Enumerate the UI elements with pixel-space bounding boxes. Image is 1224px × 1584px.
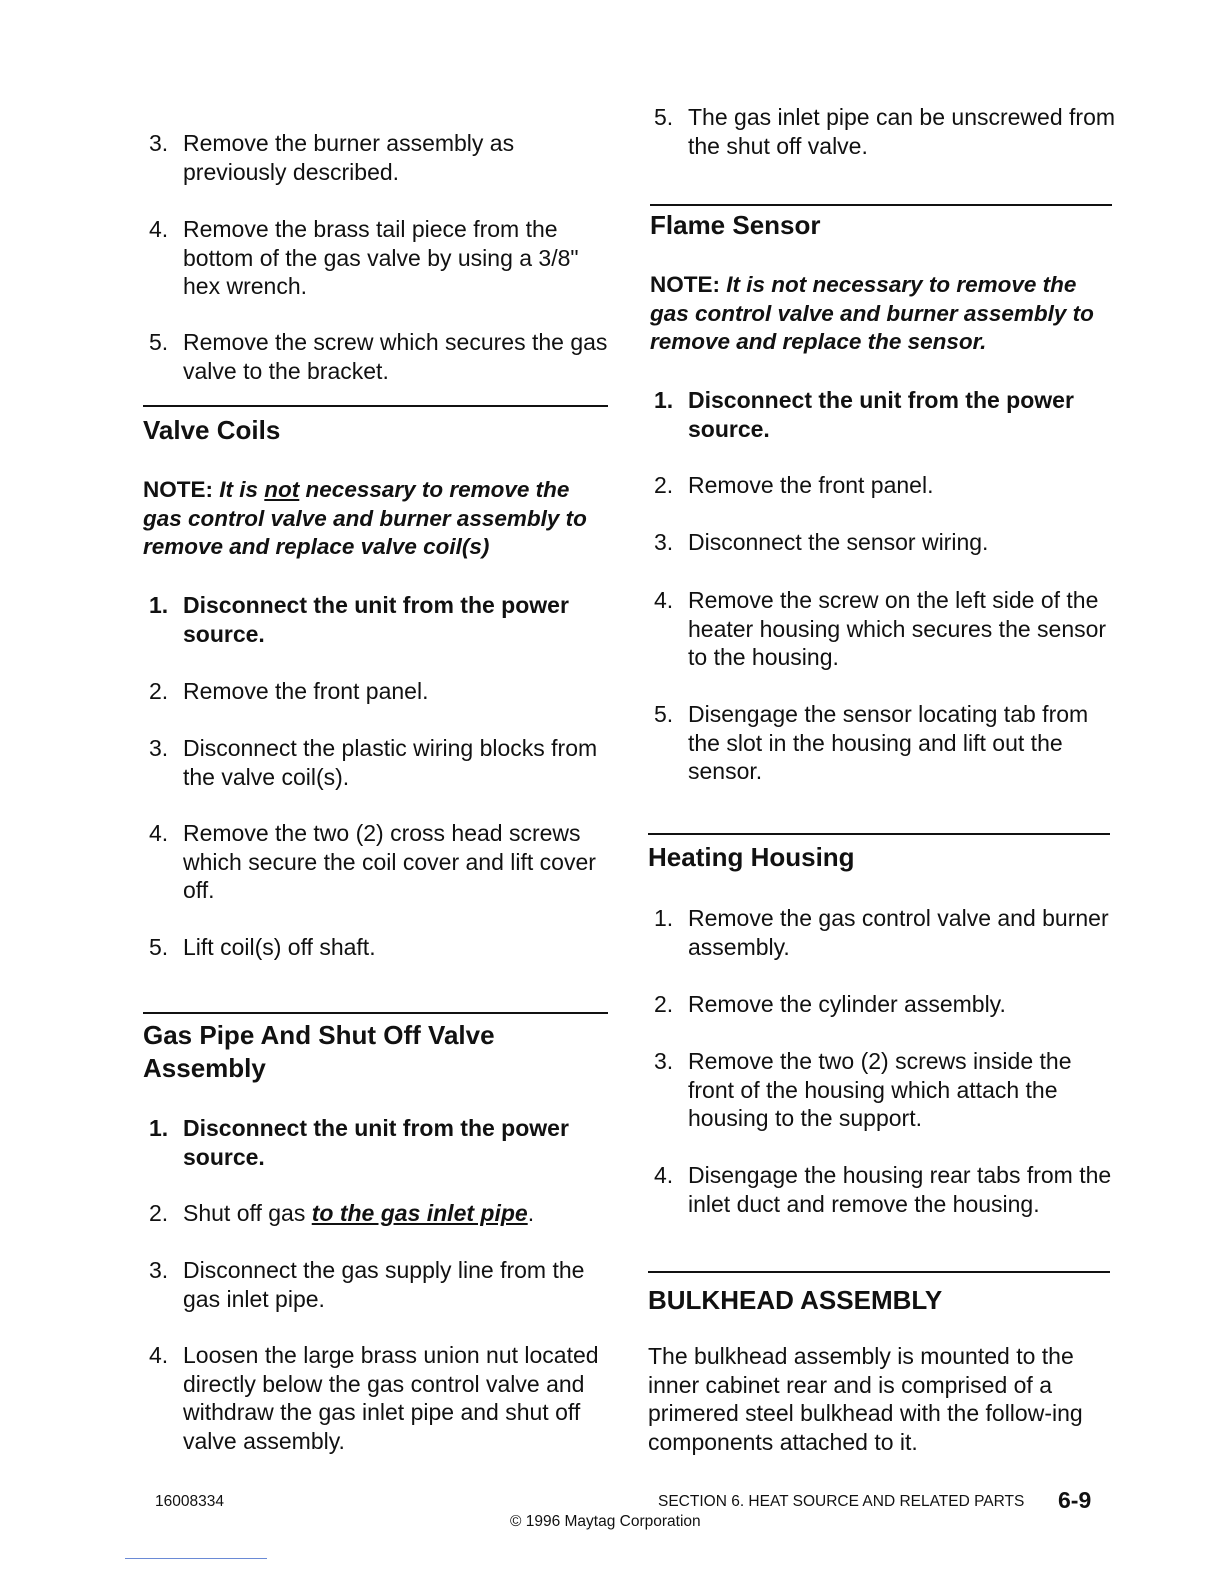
section-label: SECTION 6. HEAT SOURCE AND RELATED PARTS [658,1493,1025,1510]
section-divider [648,1271,1110,1273]
list-item: 1. Disconnect the unit from the power source. [654,387,1074,442]
list-item: 5. Remove the screw which secures the gas valve to the bracket. [149,329,608,384]
note-flame-sensor: NOTE: It is not necessary to remove the gas control valve and burner assembly to remove and replace the sensor. [650,272,1094,354]
list-item: 4. Remove the two (2) cross head screws which secure the coil cover and lift cover off. [149,820,596,903]
section-title-bulkhead: BULKHEAD ASSEMBLY [648,1285,943,1315]
list-item: 1. Remove the gas control valve and burner assembly. [654,905,1109,960]
list-item: 3. Disconnect the gas supply line from the gas inlet pipe. [149,1257,585,1312]
section-divider [143,1012,608,1014]
note-valve-coils: NOTE: It is not necessary to remove the gas control valve and burner assembly to remove and replace valve coil(s) [143,477,587,559]
list-item: 2. Remove the front panel. [149,678,429,704]
section-divider [650,204,1112,206]
section-title-valve-coils: Valve Coils [143,415,281,445]
section-title-gas-pipe: Gas Pipe And Shut Off Valve Assembly [143,1020,495,1083]
list-item: 3. Remove the two (2) screws inside the front of the housing which attach the housing to the support. [654,1048,1072,1131]
copyright: © 1996 Maytag Corporation [510,1513,701,1530]
list-item: 5. The gas inlet pipe can be unscrewed from the shut off valve. [654,104,1116,159]
list-item: 4. Disengage the housing rear tabs from the inlet duct and remove the housing. [654,1162,1112,1217]
list-item: 3. Disconnect the sensor wiring. [654,529,989,555]
list-item: 1. Disconnect the unit from the power source. [149,1115,569,1170]
list-item: 5. Lift coil(s) off shaft. [149,934,376,960]
list-item: 4. Loosen the large brass union nut located directly below the gas control valve and withdraw the gas inlet pipe and shut off valve assembly. [149,1342,599,1454]
doc-number: 16008334 [155,1493,224,1510]
section-title-flame-sensor: Flame Sensor [650,210,821,240]
list-item: 3. Disconnect the plastic wiring blocks from the valve coil(s). [149,735,598,790]
list-item: 2. Remove the cylinder assembly. [654,991,1006,1017]
page-number: 6-9 [1058,1487,1092,1513]
list-item: 1. Disconnect the unit from the power source. [149,592,569,647]
list-item: 2. Remove the front panel. [654,472,934,498]
list-item: 4. Remove the screw on the left side of the heater housing which secures the sensor to the housing. [654,587,1107,670]
list-item: 2. Shut off gas to the gas inlet pipe. [149,1200,535,1226]
list-item: 4. Remove the brass tail piece from the bottom of the gas valve by using a 3/8" hex wrench. [149,216,579,299]
section-title-heating-housing: Heating Housing [648,842,855,872]
list-item: 3. Remove the burner assembly as previously described. [149,130,515,185]
section-divider [648,833,1110,835]
bulkhead-paragraph: The bulkhead assembly is mounted to the inner cabinet rear and is comprised of a primered steel bulkhead with the follow-ing components attached to it. [648,1343,1083,1455]
bottom-divider-line [125,1558,267,1559]
list-item: 5. Disengage the sensor locating tab from the slot in the housing and lift out the sensor. [654,701,1089,784]
section-divider [143,405,608,407]
